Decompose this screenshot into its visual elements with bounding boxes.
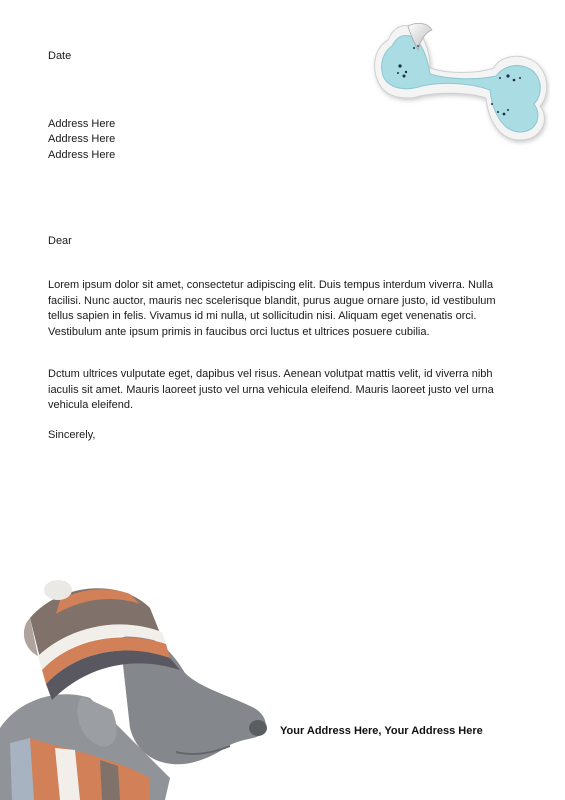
greeting: Dear <box>48 235 72 247</box>
dog-with-hat-image <box>0 578 275 800</box>
closing: Sincerely, <box>48 429 96 441</box>
recipient-address <box>48 117 115 163</box>
footer-address: Your Address Here, Your Address Here <box>280 725 483 737</box>
address-line: Address Here <box>48 118 116 130</box>
bone-sticker-icon <box>368 18 550 146</box>
body-paragraph-1: Lorem ipsum dolor sit amet, consectetur adipiscing elit. Duis tempus interdum viverra. Nulla facilisi. Nunc auctor, mauris nec scelerisque blandit, purus augue ornare justo, id vestibulum tellus sapien in felis. Vivamus id mi nulla, ut sollicitudin nisi. Aliquam eget venenatis orci. Vestibulum ante ipsum primis in faucibus orci luctus et ultrices posuere cubilia. <box>48 279 496 338</box>
address-line: Address Here <box>48 133 116 146</box>
date-label: Date <box>48 50 72 62</box>
body-paragraph-2: Dctum ultrices vulputate eget, dapibus vel risus. Aenean volutpat mattis velit, id viverra nibh iaculis sit amet. Mauris laoreet justo vel urna vehicula eleifend. Mauris laoreet justo vel urna vehicula eleifend. <box>48 368 494 411</box>
address-line: Address Here <box>48 148 116 161</box>
